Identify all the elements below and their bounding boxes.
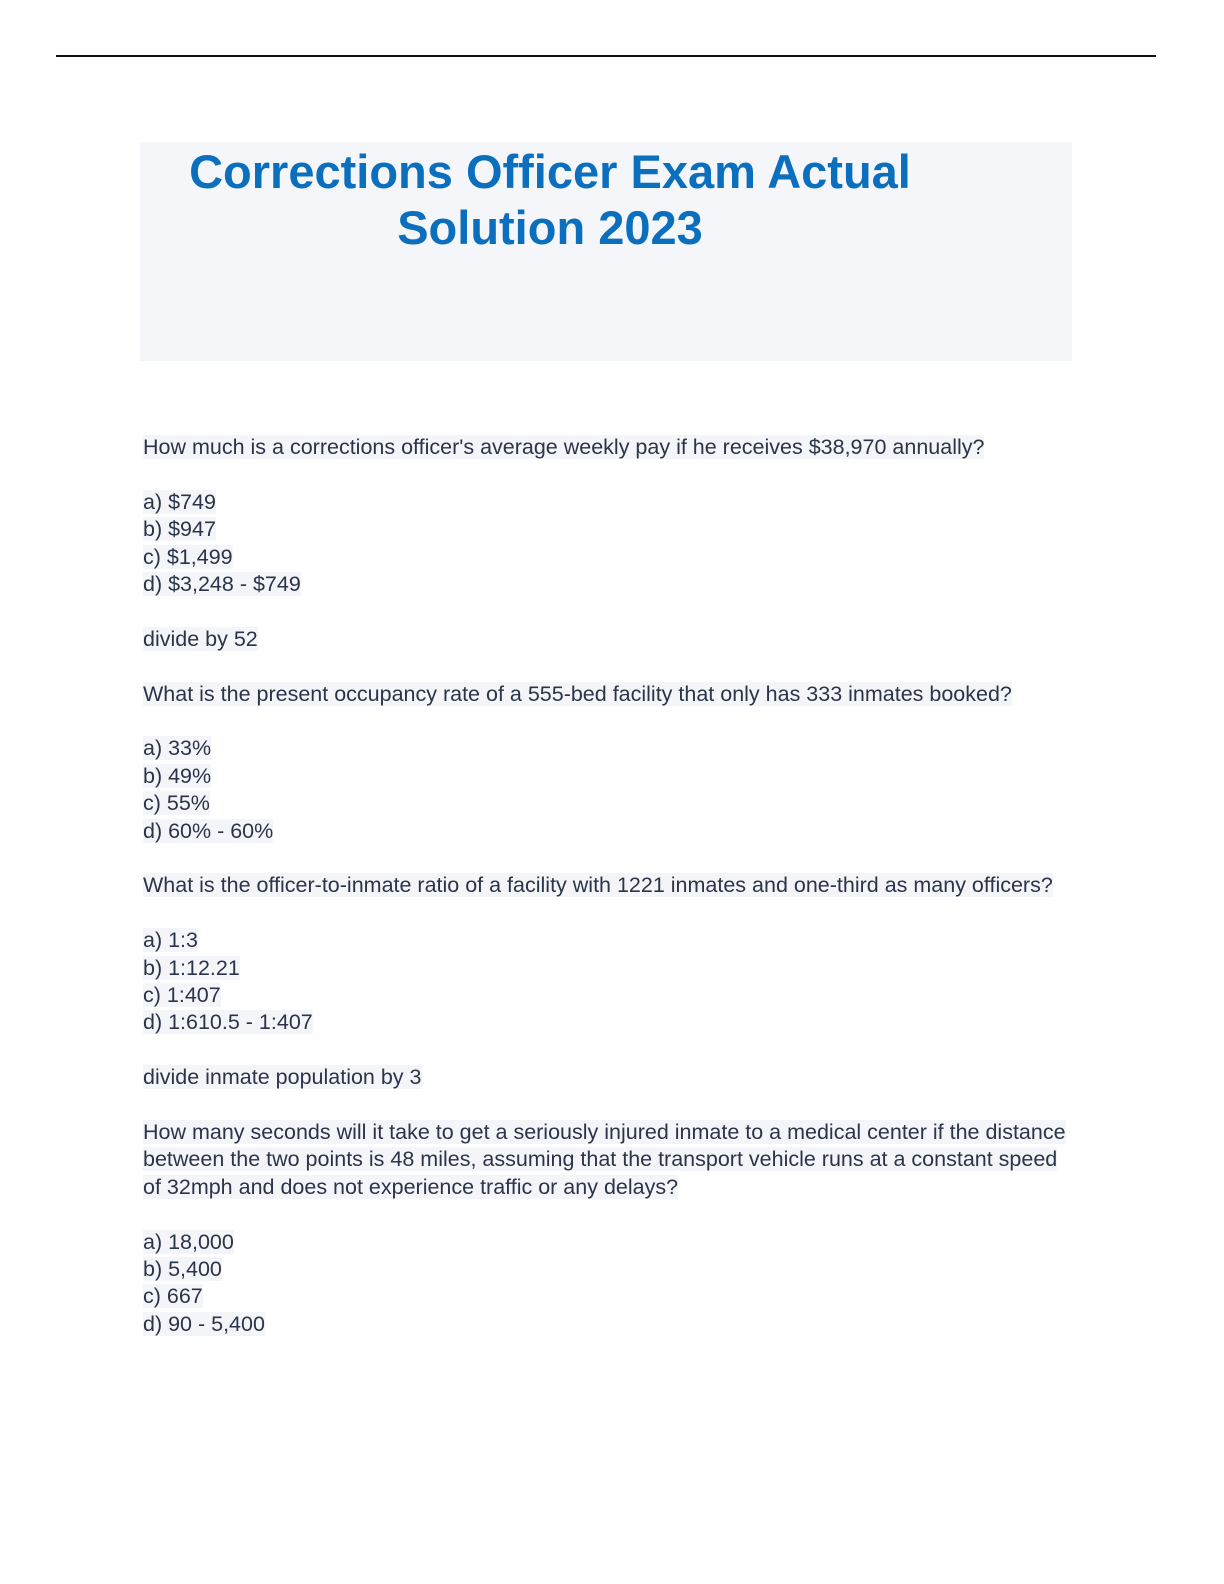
option-a: a) 1:3 — [143, 928, 198, 953]
title-banner — [140, 142, 1072, 361]
option-b: b) 49% — [143, 763, 212, 788]
document-title: Corrections Officer Exam Actual Solution 2023 — [189, 145, 911, 254]
question-1-note: divide by 52 — [143, 626, 258, 651]
option-a: a) 33% — [143, 736, 212, 761]
question-1-options — [143, 489, 1073, 599]
question-4-options — [143, 1229, 1073, 1339]
option-b: b) $947 — [143, 517, 216, 542]
option-d-answer: d) 1:610.5 - 1:407 — [143, 1010, 313, 1035]
question-4-text: How many seconds will it take to get a seriously injured inmate to a medical center if the distance between the two points is 48 miles, assuming that the transport vehicle runs at a constant speed of 32mph and does not experience traffic or any delays? — [143, 1120, 1066, 1199]
option-d-answer: d) 60% - 60% — [143, 818, 274, 843]
option-b: b) 5,400 — [143, 1257, 222, 1282]
option-a: a) $749 — [143, 489, 216, 514]
option-a: a) 18,000 — [143, 1229, 234, 1254]
option-c: c) 55% — [143, 791, 210, 816]
question-1 — [143, 434, 1073, 461]
question-3-options — [143, 927, 1073, 1037]
option-d-answer: d) 90 - 5,400 — [143, 1311, 265, 1336]
question-2-text: What is the present occupancy rate of a 555-bed facility that only has 333 inmates booked? — [143, 681, 1012, 706]
top-rule — [56, 55, 1156, 57]
option-b: b) 1:12.21 — [143, 955, 240, 980]
option-c: c) $1,499 — [143, 544, 233, 569]
question-2 — [143, 681, 1073, 708]
option-c: c) 667 — [143, 1284, 203, 1309]
question-list — [143, 434, 1073, 1366]
question-4 — [143, 1119, 1073, 1201]
question-3-text: What is the officer-to-inmate ratio of a facility with 1221 inmates and one-third as many officers? — [143, 873, 1053, 898]
question-3 — [143, 872, 1073, 899]
option-d-answer: d) $3,248 - $749 — [143, 572, 301, 597]
option-c: c) 1:407 — [143, 983, 221, 1008]
question-2-options — [143, 735, 1073, 845]
question-1-text: How much is a corrections officer's average weekly pay if he receives $38,970 annually? — [143, 435, 985, 459]
question-3-note: divide inmate population by 3 — [143, 1065, 422, 1090]
